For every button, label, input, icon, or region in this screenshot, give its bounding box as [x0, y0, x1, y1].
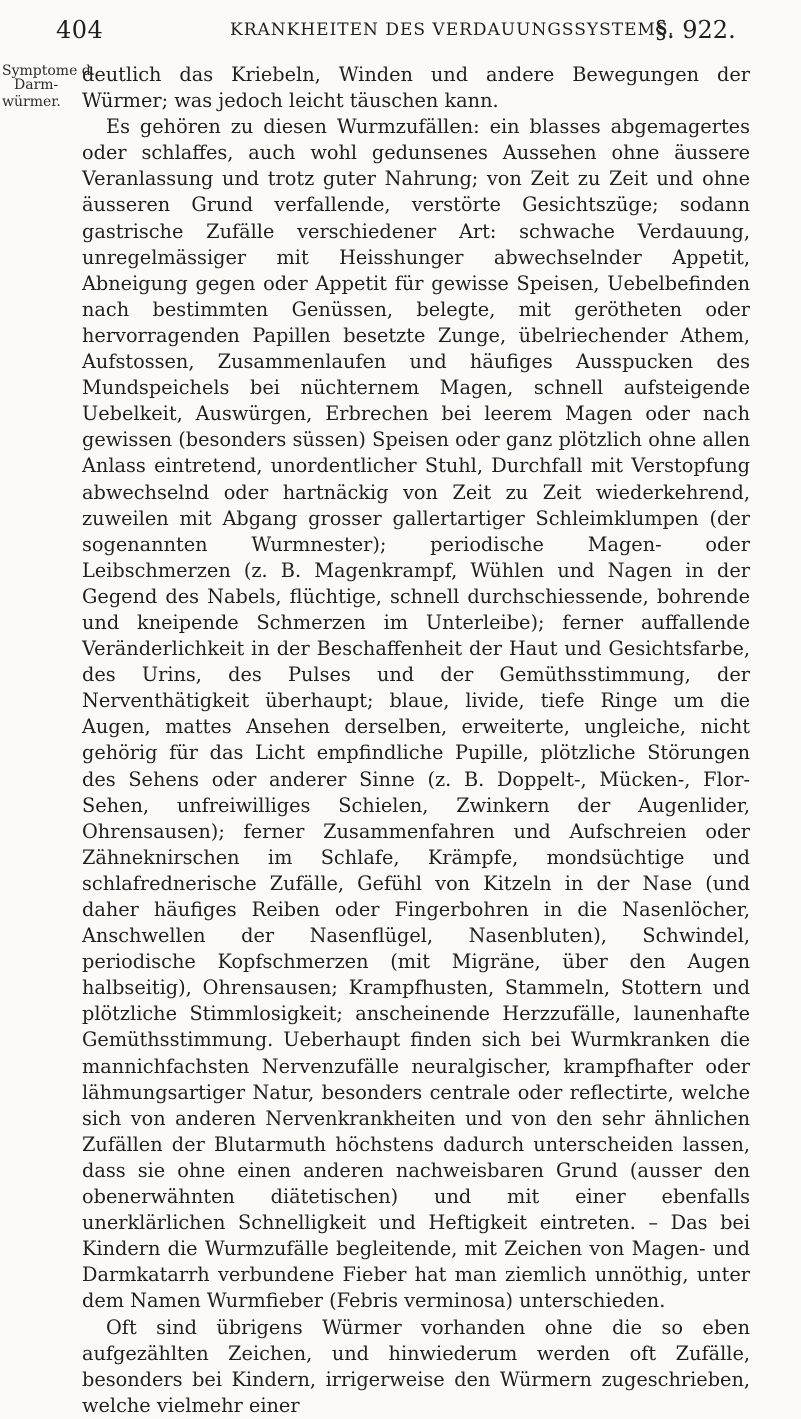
- paragraph-oft-sind: Oft sind übrigens Würmer vorhanden ohne die so eben aufgezählten Zeichen, und hinwiederum werden oft Zufälle, besonders bei Kindern, irrigerweise den Würmern zugeschrieben, welche vielmehr einer: [82, 1315, 750, 1417]
- margin-note-line: würmer.: [2, 94, 61, 111]
- margin-note-line: Symptome d.: [2, 63, 96, 79]
- section-number: §. 922.: [655, 16, 736, 44]
- page-header: [0, 12, 801, 48]
- margin-note-line: Darm-: [14, 76, 59, 93]
- margin-note: [2, 62, 96, 113]
- page-number: 404: [56, 16, 104, 44]
- running-title: KRANKHEITEN DES VERDAUUNGSSYSTEMS.: [230, 20, 675, 40]
- paragraph-wurmzufaelle: Es gehören zu diesen Wurmzufällen: ein blasses abgemagertes oder schlaffes, auch wohl gedunsenes Aussehen ohne äussere Veranlassung und trotz guter Nahrung; von Zeit zu Zeit und ohne äusseren Grund verfallende, verstörte Gesichtszüge; sodann gastrische Zufälle verschiedener Art: schwache Verdauung, unregelmässiger mit Heisshunger abwechselnder Appetit, Abneigung gegen oder Appetit für gewisse Speisen, Uebelbefinden nach bestimmten Genüssen, belegte, mit gerötheten oder hervorragenden Papillen besetzte Zunge, übelriechender Athem, Aufstossen, Zusammenlaufen und häufiges Ausspucken des Mundspeichels bei nüchternem Magen, schnell aufsteigende Uebelkeit, Auswürgen, Erbrechen bei leerem Magen oder nach gewissen (besonders süssen) Speisen oder ganz plötzlich ohne allen Anlass eintretend, unordentlicher Stuhl, Durchfall mit Verstopfung abwechselnd oder hartnäckig von Zeit zu Zeit wiederkehrend, zuweilen mit Abgang grosser gallertartiger Schleimklumpen (der sogenannten Wurmnester); periodische Magen- oder Leibschmerzen (z. B. Magenkrampf, Wühlen und Nagen in der Gegend des Nabels, flüchtige, schnell durchschiessende, bohrende und kneipende Schmerzen im Unterleibe); ferner auffallende Veränderlichkeit in der Beschaffenheit der Haut und Gesichtsfarbe, des Urins, des Pulses und der Gemüthsstimmung, der Nerventhätigkeit überhaupt; blaue, livide, tiefe Ringe um die Augen, mattes Ansehen derselben, erweiterte, ungleiche, nicht gehörig für das Licht empfindliche Pupille, plötzliche Störungen des Sehens oder anderer Sinne (z. B. Doppelt-, Mücken-, Flor-Sehen, unfreiwilliges Schielen, Zwinkern der Augenlider, Ohrensausen); ferner Zusammenfahren und Aufschreien oder Zähneknirschen im Schlafe, Krämpfe, mondsüchtige und schlafrednerische Zufälle, Gefühl von Kitzeln in der Nase (und daher häufiges Reiben oder Fingerbohren in die Nasenlöcher, Anschwellen der Nasenflügel, Nasenbluten), Schwindel, periodische Kopfschmerzen (mit Migräne, über den Augen halbseitig), Ohrensausen; Krampfhusten, Stammeln, Stottern und plötzliche Stimmlosigkeit; anscheinende Herzzufälle, launenhafte Gemüthsstimmung. Ueberhaupt finden sich bei Wurmkranken die mannichfachsten Nervenzufälle neuralgischer, krampfhafter oder lähmungsartiger Natur, besonders centrale oder reflectirte, welche sich von anderen Nervenkrankheiten und von den sehr ähnlichen Zufällen der Blutarmuth höchstens dadurch unterscheiden lassen, dass sie ohne einen anderen nachweisbaren Grund (ausser den obenerwähnten diätetischen) und mit einer ebenfalls unerklärlichen Schnelligkeit und Heftigkeit eintreten. – Das bei Kindern die Wurmzufälle begleitende, mit Zeichen von Magen- und Darmkatarrh verbundene Fieber hat man ziemlich unnöthig, unter dem Namen Wurmfieber (Febris verminosa) unterschieden.: [82, 115, 750, 1313]
- body-text: [82, 62, 750, 1419]
- paragraph-continuation: deutlich das Kriebeln, Winden und andere Bewegungen der Würmer; was jedoch leicht täuschen kann.: [82, 63, 750, 113]
